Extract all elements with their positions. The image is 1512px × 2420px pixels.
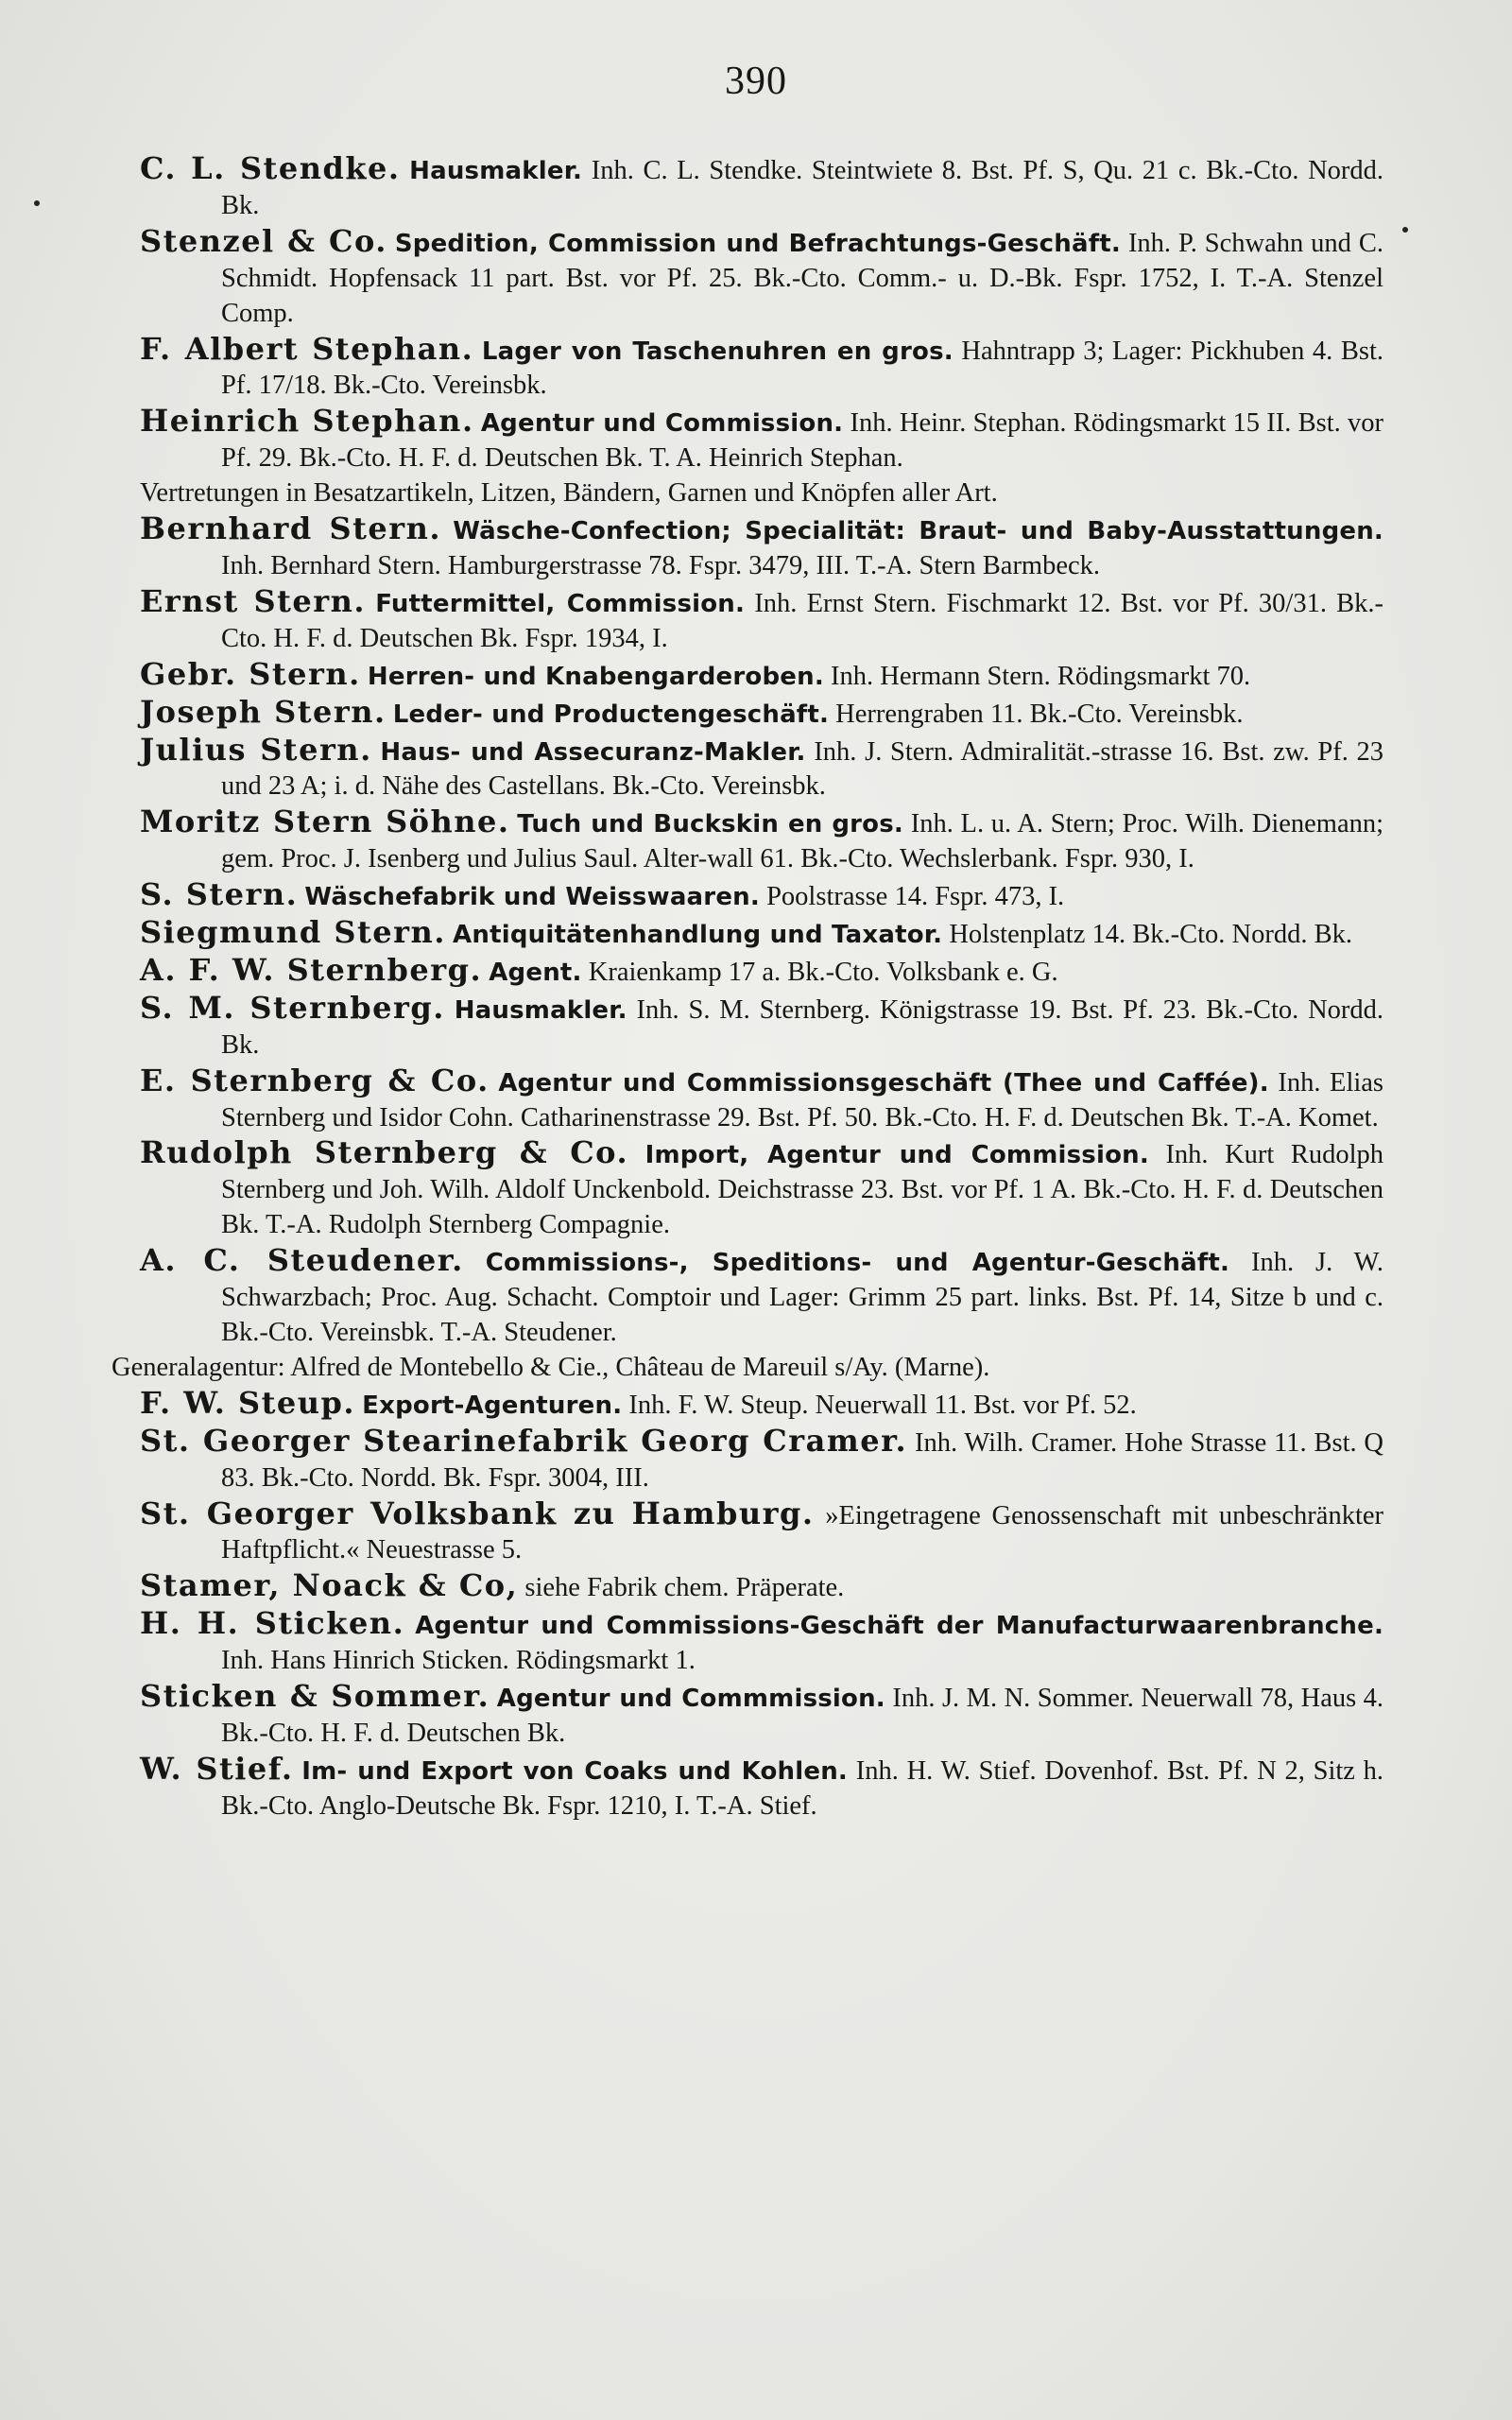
print-speck xyxy=(1402,227,1408,233)
entry-details: Poolstrasse 14. Fspr. 473, I. xyxy=(766,882,1065,912)
entry-details: Inh. J. Stern. Admiralität.-strasse 16. Bst. zw. Pf. 23 und 23 A; i. d. Nähe des Castellans. Bk.-Cto. Vereinsbk. xyxy=(221,736,1384,802)
directory-entry xyxy=(140,224,1383,332)
entry-list xyxy=(112,150,1384,1824)
entry-note: Generalagentur: Alfred de Montebello & Cie., Château de Mareuil s/Ay. (Marne). xyxy=(112,1352,990,1382)
firm-name: St. Georger Volksbank zu Hamburg. xyxy=(140,1495,815,1531)
entry-details: Herrengraben 11. Bk.-Cto. Vereinsbk. xyxy=(835,699,1244,729)
directory-entry xyxy=(140,1063,1383,1136)
directory-entry xyxy=(140,1606,1383,1679)
firm-name: Joseph Stern. xyxy=(140,693,387,730)
entry-details: Holstenplatz 14. Bk.-Cto. Nordd. Bk. xyxy=(949,920,1352,950)
directory-entry xyxy=(140,991,1383,1063)
entry-details: Inh. F. W. Steup. Neuerwall 11. Bst. vor Pf. 52. xyxy=(628,1390,1137,1420)
directory-entry xyxy=(140,657,1383,695)
directory-entry xyxy=(140,1386,1383,1424)
entry-details: »Eingetragene Genossenschaft mit unbeschränkter Haftpflicht.« Neuestrasse 5. xyxy=(221,1500,1383,1565)
firm-name: E. Sternberg & Co. xyxy=(140,1062,490,1098)
firm-name: Heinrich Stephan. xyxy=(140,403,474,440)
business-category: Export-Agenturen. xyxy=(362,1391,623,1420)
firm-name: H. H. Sticken. xyxy=(140,1605,405,1642)
directory-entry xyxy=(140,1568,1383,1606)
business-category: Haus- und Assecuranz-Makler. xyxy=(380,737,806,767)
entry-details: Inh. Hans Hinrich Sticken. Rödingsmarkt 1. xyxy=(221,1646,696,1676)
business-category: Agentur und Commissions-Geschäft der Manufacturwaarenbranche. xyxy=(415,1612,1384,1641)
directory-entry xyxy=(140,695,1383,733)
directory-entry xyxy=(140,953,1383,991)
firm-name: A. C. Steudener. xyxy=(140,1242,464,1279)
directory-entry xyxy=(140,1243,1383,1351)
business-category: Wäschefabrik und Weisswaaren. xyxy=(304,883,760,912)
entry-note: Vertretungen in Besatzartikeln, Litzen, Bändern, Garnen und Knöpfen aller Art. xyxy=(140,478,998,509)
directory-entry xyxy=(140,804,1383,877)
directory-entry xyxy=(140,151,1383,224)
firm-name: Siegmund Stern. xyxy=(140,914,446,951)
firm-name: Rudolph Sternberg & Co. xyxy=(140,1134,629,1171)
entry-details: Inh. H. W. Stief. Dovenhof. Bst. Pf. N 2, Sitz h. Bk.-Cto. Anglo-Deutsche Bk. Fspr. 1210, I. T.-A. Stief. xyxy=(221,1755,1384,1821)
page-number: 390 xyxy=(725,60,787,103)
firm-name: Stamer, Noack & Co, xyxy=(140,1567,519,1604)
entry-details: siehe Fabrik chem. Präperate. xyxy=(524,1573,845,1603)
business-category: Tuch und Buckskin en gros. xyxy=(517,810,903,839)
directory-entry xyxy=(140,1679,1383,1752)
firm-name: Julius Stern. xyxy=(140,731,372,768)
business-category: Leder- und Productengeschäft. xyxy=(392,700,830,729)
directory-entry xyxy=(140,511,1383,584)
firm-name: F. Albert Stephan. xyxy=(140,330,474,367)
business-category: Herren- und Knabengarderoben. xyxy=(367,662,824,691)
business-category: Import, Agentur und Commission. xyxy=(644,1141,1149,1170)
directory-entry xyxy=(140,915,1383,953)
entry-details: Inh. Kurt Rudolph Sternberg und Joh. Wilh. Aldolf Unckenbold. Deichstrasse 23. Bst. vor Pf. 1 A. Bk.-Cto. H. F. d. Deutschen Bk. T.-A. Rudolph Sternberg Compagnie. xyxy=(221,1140,1383,1240)
entry-details: Inh. S. M. Sternberg. Königstrasse 19. Bst. Pf. 23. Bk.-Cto. Nordd. Bk. xyxy=(221,994,1384,1060)
entry-details: Inh. Ernst Stern. Fischmarkt 12. Bst. vor Pf. 30/31. Bk.-Cto. H. F. d. Deutschen Bk. Fspr. 1934, I. xyxy=(221,588,1384,653)
entry-details: Inh. Elias Sternberg und Isidor Cohn. Catharinenstrasse 29. Bst. Pf. 50. Bk.-Cto. H. F. d. Deutschen Bk. T.-A. Komet. xyxy=(221,1067,1384,1132)
firm-name: St. Georger Stearinefabrik Georg Cramer. xyxy=(140,1422,908,1459)
entry-details: Inh. P. Schwahn und C. Schmidt. Hopfensack 11 part. Bst. vor Pf. 25. Bk.-Cto. Comm.- u. D.-Bk. Fspr. 1752, I. T.-A. Stenzel Comp. xyxy=(221,228,1384,328)
firm-name: W. Stief. xyxy=(140,1750,294,1787)
firm-name: Moritz Stern Söhne. xyxy=(140,804,510,840)
entry-details: Hahntrapp 3; Lager: Pickhuben 4. Bst. Pf. 17/18. Bk.-Cto. Vereinsbk. xyxy=(221,336,1384,401)
firm-name: S. Stern. xyxy=(140,876,299,913)
print-speck xyxy=(34,200,40,206)
entry-details: Inh. C. L. Stendke. Steintwiete 8. Bst. Pf. S, Qu. 21 c. Bk.-Cto. Nordd. Bk. xyxy=(221,156,1384,220)
business-category: Agent. xyxy=(489,958,582,987)
business-category: Agentur und Commission. xyxy=(480,409,844,439)
firm-name: A. F. W. Sternberg. xyxy=(140,951,483,988)
firm-name: F. W. Steup. xyxy=(140,1384,356,1421)
business-category: Wäsche-Confection; Specialität: Braut- und Baby-Ausstattungen. xyxy=(453,517,1384,546)
entry-details: Inh. J. W. Schwarzbach; Proc. Aug. Schacht. Comptoir und Lager: Grimm 25 part. links. Bst. Pf. 14, Sitze b und c. Bk.-Cto. Vereinsbk. T.-A. Steudener. xyxy=(221,1248,1384,1347)
entry-details: Inh. J. M. N. Sommer. Neuerwall 78, Haus 4. Bk.-Cto. H. F. d. Deutschen Bk. xyxy=(221,1684,1384,1748)
business-category: Futtermittel, Commission. xyxy=(375,589,746,618)
business-category: Im- und Export von Coaks und Kohlen. xyxy=(301,1756,849,1786)
directory-entry xyxy=(140,404,1383,476)
directory-entry xyxy=(140,733,1383,805)
business-category: Spedition, Commission und Befrachtungs-Geschäft. xyxy=(394,229,1121,258)
entry-details: Kraienkamp 17 a. Bk.-Cto. Volksbank e. G. xyxy=(588,957,1058,987)
business-category: Antiquitätenhandlung und Taxator. xyxy=(453,921,943,950)
directory-entry xyxy=(140,332,1383,405)
entry-details: Inh. Wilh. Cramer. Hohe Strasse 11. Bst. Q 83. Bk.-Cto. Nordd. Bk. Fspr. 3004, III. xyxy=(221,1427,1384,1493)
entry-details: Inh. Heinr. Stephan. Rödingsmarkt 15 II. Bst. vor Pf. 29. Bk.-Cto. H. F. d. Deutschen Bk. T. A. Heinrich Stephan. xyxy=(221,408,1384,474)
business-category: Hausmakler. xyxy=(454,995,627,1025)
directory-entry xyxy=(140,1496,1383,1569)
directory-entry xyxy=(140,1135,1383,1243)
firm-name: Bernhard Stern. xyxy=(140,510,442,547)
firm-name: Sticken & Sommer. xyxy=(140,1678,490,1715)
business-category: Agentur und Commmission. xyxy=(496,1685,885,1714)
business-category: Lager von Taschenuhren en gros. xyxy=(481,337,954,366)
entry-details: Inh. Bernhard Stern. Hamburgerstrasse 78. Fspr. 3479, III. T.-A. Stern Barmbeck. xyxy=(221,550,1101,580)
entry-details: Inh. L. u. A. Stern; Proc. Wilh. Dienemann; gem. Proc. J. Isenberg und Julius Saul. Alter-wall 61. Bk.-Cto. Wechslerbank. Fspr. 930, I. xyxy=(221,809,1384,874)
firm-name: Gebr. Stern. xyxy=(140,655,361,692)
directory-entry xyxy=(140,1752,1383,1824)
directory-entry xyxy=(140,877,1383,915)
entry-details: Inh. Hermann Stern. Rödingsmarkt 70. xyxy=(831,661,1251,691)
directory-entry xyxy=(140,584,1383,657)
business-category: Hausmakler. xyxy=(409,157,583,185)
business-category: Commissions-, Speditions- und Agentur-Geschäft. xyxy=(485,1249,1230,1278)
directory-entry xyxy=(140,1424,1383,1496)
business-category: Agentur und Commissionsgeschäft (Thee und Caffée). xyxy=(498,1068,1269,1098)
firm-name: Stenzel & Co. xyxy=(140,222,387,259)
firm-name: Ernst Stern. xyxy=(140,582,367,619)
firm-name: S. M. Sternberg. xyxy=(140,989,445,1026)
firm-name: C. L. Stendke. xyxy=(140,150,401,186)
